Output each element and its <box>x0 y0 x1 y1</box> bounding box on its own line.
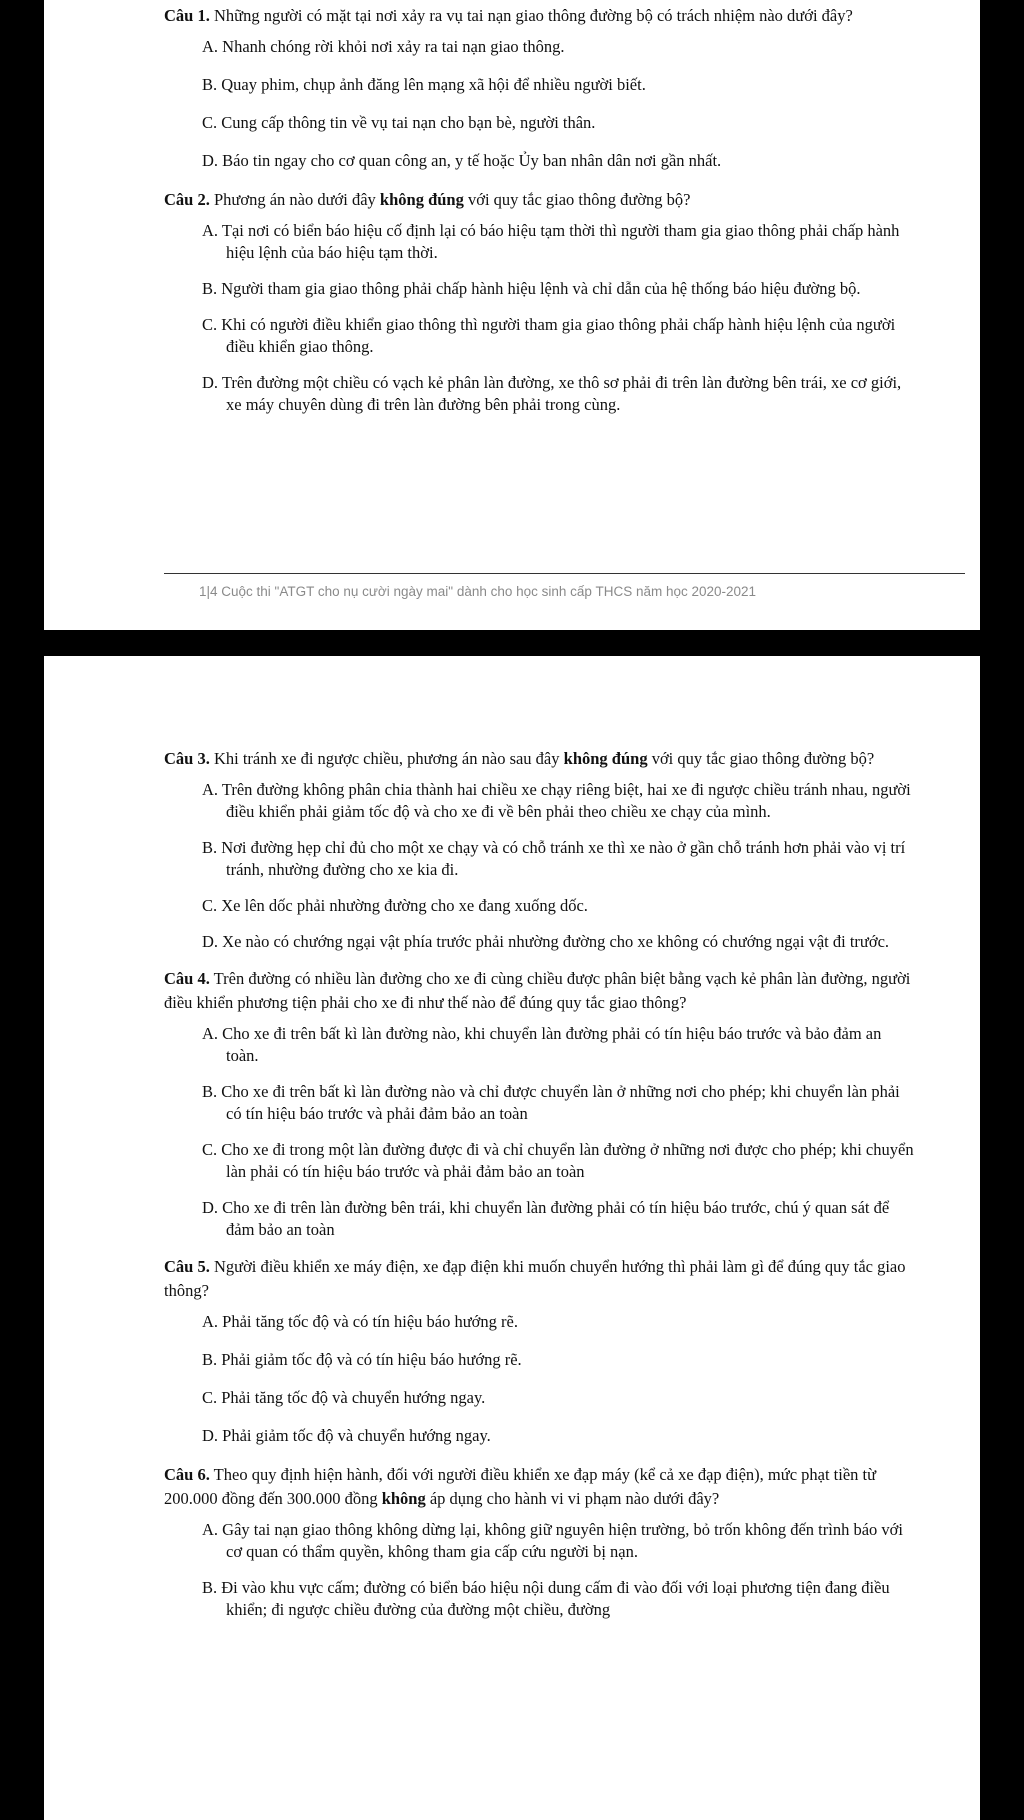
question-3-option-d: D. Xe nào có chướng ngại vật phía trước phải nhường đường cho xe không có chướng ngại vật đi trước. <box>202 932 890 951</box>
question-4-option-d: D. Cho xe đi trên làn đường bên trái, khi chuyển làn đường phải có tín hiệu báo trước, chú ý quan sát để đảm bảo an toàn <box>202 1198 890 1239</box>
question-6-number: Câu 6. <box>164 1465 210 1484</box>
question-2-text-after: với quy tắc giao thông đường bộ? <box>463 190 691 209</box>
question-3-emphasis: không đúng <box>563 749 648 768</box>
question-3-number: Câu 3. <box>164 749 210 768</box>
page-footer: 1|4 Cuộc thi "ATGT cho nụ cười ngày mai" dành cho học sinh cấp THCS năm học 2020-2021 <box>199 584 757 599</box>
question-1-text: Những người có mặt tại nơi xảy ra vụ tai nạn giao thông đường bộ có trách nhiệm nào dưới đây? <box>209 6 853 25</box>
document-page-1 <box>44 0 980 630</box>
question-6-option-a: A. Gây tai nạn giao thông không dừng lại, không giữ nguyên hiện trường, bỏ trốn không đến trình báo với cơ quan có thẩm quyền, không tham gia cấp cứu người bị nạn. <box>202 1520 903 1561</box>
question-5 <box>164 1255 918 1303</box>
question-2-option-b: B. Người tham gia giao thông phải chấp hành hiệu lệnh và chỉ dẫn của hệ thống báo hiệu đường bộ. <box>202 279 861 298</box>
question-4-number: Câu 4. <box>164 969 210 988</box>
question-6-emphasis: không <box>381 1489 426 1508</box>
question-6-text-before: Theo quy định hiện hành, đối với người điều khiển xe đạp máy (kể cả xe đạp điện), mức phạt tiền từ 200.000 đồng đến 300.000 đồng <box>164 1465 877 1508</box>
question-5-option-d: D. Phải giảm tốc độ và chuyển hướng ngay. <box>202 1426 491 1445</box>
question-5-option-c: C. Phải tăng tốc độ và chuyển hướng ngay. <box>202 1388 486 1407</box>
question-1 <box>164 4 918 28</box>
question-5-text: Người điều khiển xe máy điện, xe đạp điện khi muốn chuyển hướng thì phải làm gì để đúng quy tắc giao thông? <box>164 1257 906 1300</box>
question-3-option-a: A. Trên đường không phân chia thành hai chiều xe chạy riêng biệt, hai xe đi ngược chiều tránh nhau, người điều khiển phải giảm tốc độ và cho xe đi về bên phải theo chiều xe chạy của mình. <box>202 780 911 821</box>
question-4 <box>164 967 918 1015</box>
question-2-option-d: D. Trên đường một chiều có vạch kẻ phân làn đường, xe thô sơ phải đi trên làn đường bên trái, xe cơ giới, xe máy chuyên dùng đi trên làn đường bên phải trong cùng. <box>202 373 902 414</box>
question-4-option-b: B. Cho xe đi trên bất kì làn đường nào và chỉ được chuyển làn ở những nơi cho phép; khi chuyển làn phải có tín hiệu báo trước và phải đảm bảo an toàn <box>202 1082 900 1123</box>
page-1-content <box>164 4 918 430</box>
question-1-number: Câu 1. <box>164 6 210 25</box>
question-4-text: Trên đường có nhiều làn đường cho xe đi cùng chiều được phân biệt bằng vạch kẻ phân làn đường, người điều khiển phương tiện phải cho xe đi như thế nào để đúng quy tắc giao thông? <box>164 969 911 1012</box>
footer-divider <box>164 573 965 574</box>
question-1-option-b: B. Quay phim, chụp ảnh đăng lên mạng xã hội để nhiều người biết. <box>202 75 646 94</box>
question-3-text-after: với quy tắc giao thông đường bộ? <box>647 749 875 768</box>
question-2-number: Câu 2. <box>164 190 210 209</box>
question-2-emphasis: không đúng <box>379 190 464 209</box>
question-5-option-b: B. Phải giảm tốc độ và có tín hiệu báo hướng rẽ. <box>202 1350 522 1369</box>
question-3 <box>164 747 918 771</box>
question-6-text-after: áp dụng cho hành vi vi phạm nào dưới đây? <box>425 1489 720 1508</box>
question-2-option-a: A. Tại nơi có biển báo hiệu cố định lại có báo hiệu tạm thời thì người tham gia giao thông phải chấp hành hiệu lệnh của báo hiệu tạm thời. <box>202 221 900 262</box>
question-6-option-b: B. Đi vào khu vực cấm; đường có biển báo hiệu nội dung cấm đi vào đối với loại phương tiện đang điều khiển; đi ngược chiều đường của đường một chiều, đường <box>202 1578 890 1619</box>
question-3-option-c: C. Xe lên dốc phải nhường đường cho xe đang xuống dốc. <box>202 896 588 915</box>
question-1-option-c: C. Cung cấp thông tin về vụ tai nạn cho bạn bè, người thân. <box>202 113 596 132</box>
question-2 <box>164 188 918 212</box>
question-5-option-a: A. Phải tăng tốc độ và có tín hiệu báo hướng rẽ. <box>202 1312 518 1331</box>
question-4-option-c: C. Cho xe đi trong một làn đường được đi và chỉ chuyển làn đường ở những nơi được cho phép; khi chuyển làn phải có tín hiệu báo trước và phải đảm bảo an toàn <box>202 1140 914 1181</box>
question-3-text-before: Khi tránh xe đi ngược chiều, phương án nào sau đây <box>209 749 564 768</box>
question-4-option-a: A. Cho xe đi trên bất kì làn đường nào, khi chuyển làn đường phải có tín hiệu báo trước và bảo đảm an toàn. <box>202 1024 882 1065</box>
question-5-number: Câu 5. <box>164 1257 210 1276</box>
question-1-option-d: D. Báo tin ngay cho cơ quan công an, y tế hoặc Ủy ban nhân dân nơi gần nhất. <box>202 151 722 170</box>
page-2-content <box>164 747 918 1635</box>
question-2-text-before: Phương án nào dưới đây <box>209 190 380 209</box>
question-3-option-b: B. Nơi đường hẹp chỉ đủ cho một xe chạy và có chỗ tránh xe thì xe nào ở gần chỗ tránh hơn phải vào vị trí tránh, nhường đường cho xe kia đi. <box>202 838 906 879</box>
document-page-2 <box>44 656 980 1820</box>
question-1-option-a: A. Nhanh chóng rời khỏi nơi xảy ra tai nạn giao thông. <box>202 37 565 56</box>
question-2-option-c: C. Khi có người điều khiển giao thông thì người tham gia giao thông phải chấp hành hiệu lệnh của người điều khiển giao thông. <box>202 315 896 356</box>
question-6 <box>164 1463 918 1511</box>
